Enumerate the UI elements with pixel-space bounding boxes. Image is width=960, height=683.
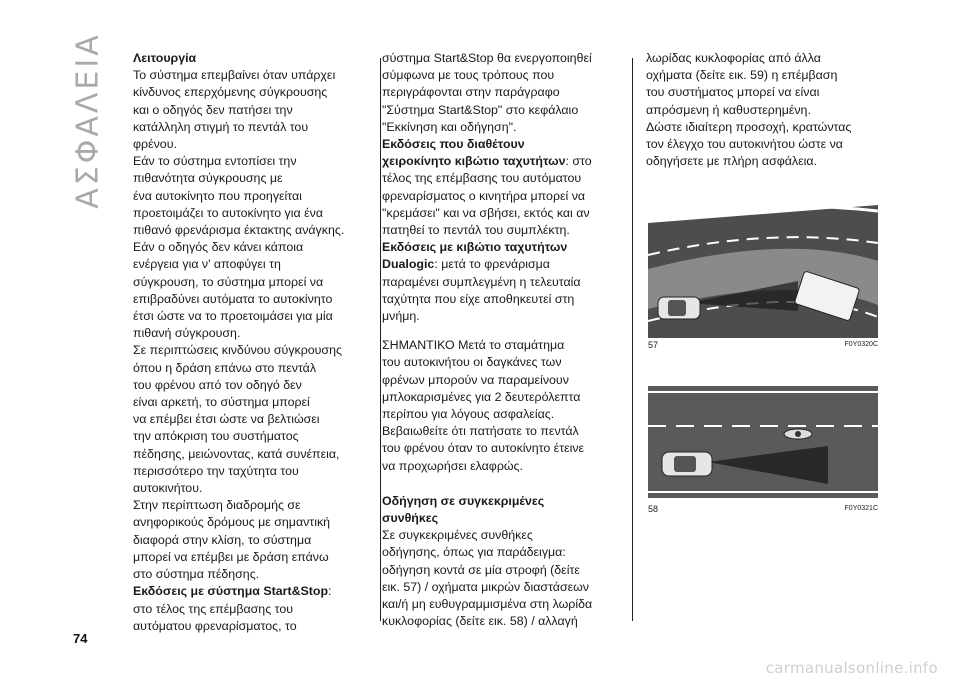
text-line: Εάν το σύστημα εντοπίσει την xyxy=(133,154,297,169)
curve-road-illustration xyxy=(648,203,878,338)
text-line: μπορεί να επέμβει με δράση επάνω xyxy=(133,549,329,564)
col1-body xyxy=(133,67,378,635)
text-line: αυτόματου φρεναρίσματος, το xyxy=(133,618,297,633)
text-line: περίπου για λόγους ασφαλείας. xyxy=(382,407,555,422)
text-line: τέλος της επέμβασης του αυτόματου xyxy=(382,171,582,186)
text-line: Σε περιπτώσεις κινδύνου σύγκρουσης xyxy=(133,343,342,358)
figure-58 xyxy=(648,382,878,518)
text-line: Στην περίπτωση διαδρομής σε xyxy=(133,498,301,513)
text-line: του συστήματος μπορεί να είναι xyxy=(646,85,820,100)
text-line: "Σύστημα Start&Stop" στο κεφάλαιο xyxy=(382,102,579,117)
start-stop-note xyxy=(133,583,378,600)
column-divider xyxy=(632,58,633,621)
bold-lead: Εκδόσεις με σύστημα Start&Stop xyxy=(133,584,329,599)
text-line: πέδησης, μειώνοντας, κατά συνέπεια, xyxy=(133,446,340,461)
text-line: Εάν ο οδηγός δεν κάνει κάποια xyxy=(133,240,304,255)
text-line: να προχωρήσει ελαφρώς. xyxy=(382,458,523,473)
text-line: παραμένει συμπλεγμένη η τελευταία xyxy=(382,274,581,289)
text-line: ταχύτητα που είχε αποθηκευτεί στη xyxy=(382,291,575,306)
text-line: ενέργεια για ν' αποφύγει τη xyxy=(133,257,281,272)
heading-specific-conditions-2: συνθήκες xyxy=(382,511,439,526)
text-line: ανηφορικούς δρόμους με σημαντική xyxy=(133,515,331,530)
text-line: φρένων μπορούν να παραμείνουν xyxy=(382,372,569,387)
bold-tail: : στο xyxy=(565,154,592,169)
text-line: "κρεμάσει" και να σβήσει, εκτός και αν xyxy=(382,205,590,220)
text-line: τον έλεγχο του αυτοκινήτου ώστε να xyxy=(646,137,843,152)
text-line: οχήματα (δείτε εικ. 59) η επέμβαση xyxy=(646,68,838,83)
text-line: λωρίδας κυκλοφορίας από άλλα xyxy=(646,51,821,65)
heading-dualogic: Εκδόσεις με κιβώτιο ταχυτήτων xyxy=(382,240,568,255)
text-line: εικ. 57) / οχήματα μικρών διαστάσεων xyxy=(382,579,590,594)
car-top-view-icon xyxy=(658,297,700,319)
column-1 xyxy=(133,50,378,635)
heading-operation: Λειτουργία xyxy=(133,51,197,65)
text-line: την απόκριση του συστήματος xyxy=(133,429,299,444)
bold-lead: χειροκίνητο κιβώτιο ταχυτήτων xyxy=(382,154,566,169)
text-line: κατάλληλη στιγμή το πεντάλ του xyxy=(133,119,309,134)
section-title: ΑΣΦΑΛΕΙΑ xyxy=(70,31,106,209)
text-line: Δώστε ιδιαίτερη προσοχή, κρατώντας xyxy=(646,119,852,134)
text-line: σύγκρουση, το σύστημα μπορεί να xyxy=(133,274,324,289)
text-line: όπου η δράση επάνω στο πεντάλ xyxy=(133,360,317,375)
text-line: πατηθεί το πεντάλ του συμπλέκτη. xyxy=(382,223,570,238)
lane-offset-illustration xyxy=(648,382,878,502)
text-line: του φρένου όταν το αυτοκίνητο έτεινε xyxy=(382,441,585,456)
text-line: ένα αυτοκίνητο που προηγείται xyxy=(133,188,302,203)
text-line: του φρένου από τον οδηγό δεν xyxy=(133,377,302,392)
watermark: carmanualsonline.info xyxy=(765,659,938,677)
text-line: διαφορά στην κλίση, το σύστημα xyxy=(133,532,312,547)
column-2 xyxy=(382,50,627,631)
figure-number: 57 xyxy=(648,340,659,350)
text-line: είναι αρκετή, το σύστημα μπορεί xyxy=(133,395,310,410)
bold-lead: Dualogic xyxy=(382,257,435,272)
text-line: οδήγησης, όπως για παράδειγμα: xyxy=(382,545,566,560)
dualogic-line xyxy=(382,256,627,273)
text-line: σύστημα Start&Stop θα ενεργοποιηθεί xyxy=(382,51,592,65)
text-line: ΣΗΜΑΝΤΙΚΟ Μετά το σταμάτημα xyxy=(382,338,565,353)
text-line: στο τέλος της επέμβασης του xyxy=(133,601,293,616)
heading-specific-conditions: Οδήγηση σε συγκεκριμένες xyxy=(382,493,545,508)
text-line: περισσότερο την ταχύτητα του xyxy=(133,463,299,478)
text-line: μπλοκαρισμένες για 2 δευτερόλεπτα xyxy=(382,389,581,404)
column-divider xyxy=(380,58,381,621)
text-line: πιθανό φρενάρισμα έκτακτης ανάγκης. xyxy=(133,223,345,238)
figure-code: F0Y0320C xyxy=(844,341,878,348)
text-line: φρεναρίσματος ο κινητήρα μπορεί να xyxy=(382,188,586,203)
car-top-view-icon xyxy=(662,452,712,476)
figure-57 xyxy=(648,203,878,354)
text-line: Βεβαιωθείτε ότι πατήσατε το πεντάλ xyxy=(382,424,579,439)
manual-gearbox-line xyxy=(382,153,627,170)
text-line: φρένου. xyxy=(133,137,177,152)
spacer xyxy=(382,325,627,337)
text-line: απρόσμενη ή καθυστερημένη. xyxy=(646,102,811,117)
text-line: σύμφωνα με τους τρόπους που xyxy=(382,68,555,83)
spacer xyxy=(382,475,627,493)
section-tab-label xyxy=(68,31,108,209)
text-line: πιθανή σύγκρουση. xyxy=(133,326,241,341)
text-line: κυκλοφορίας (δείτε εικ. 58) / αλλαγή xyxy=(382,614,578,629)
figure-caption xyxy=(648,504,878,518)
text-line: έτσι ώστε να το προετοιμάσει για μία xyxy=(133,309,333,324)
text-line: κίνδυνος επερχόμενης σύγκρουσης xyxy=(133,85,328,100)
motorcycle-icon xyxy=(784,429,812,439)
text-line: περιγράφονται στην παράγραφο xyxy=(382,85,560,100)
text-line: και/ή μη ευθυγραμμισμένα στη λωρίδα xyxy=(382,597,593,612)
text-line: οδηγήσετε με πλήρη ασφάλεια. xyxy=(646,154,818,169)
column-3 xyxy=(646,50,881,170)
text-line: επιβραδύνει αυτόματα το αυτοκίνητο xyxy=(133,291,333,306)
figure-number: 58 xyxy=(648,504,659,514)
figure-code: F0Y0321C xyxy=(844,505,878,512)
text-line: Το σύστημα επεμβαίνει όταν υπάρχει xyxy=(133,68,336,83)
text-line: πιθανότητα σύγκρουσης με xyxy=(133,171,283,186)
text-line: στο σύστημα πέδησης. xyxy=(133,567,260,582)
text-line: "Εκκίνηση και οδήγηση". xyxy=(382,119,517,134)
text-line: προετοιμάζει το αυτοκίνητο για ένα xyxy=(133,205,323,220)
text-line: και ο οδηγός δεν πατήσει την xyxy=(133,102,293,117)
text-line: οδήγηση κοντά σε μία στροφή (δείτε xyxy=(382,562,580,577)
bold-tail: : μετά το φρενάρισμα xyxy=(434,257,550,272)
text-line: του αυτοκινήτου οι δαγκάνες των xyxy=(382,355,562,370)
figure-caption xyxy=(648,340,878,354)
text-line: μνήμη. xyxy=(382,309,420,324)
text-line: Σε συγκεκριμένες συνθήκες xyxy=(382,528,533,543)
text-line: να επέμβει έτσι ώστε να βελτιώσει xyxy=(133,412,320,427)
heading-manual-gearbox: Εκδόσεις που διαθέτουν xyxy=(382,137,525,152)
text-line: αυτοκινήτου. xyxy=(133,481,203,496)
bold-tail: : xyxy=(328,584,332,599)
page-number: 74 xyxy=(73,631,88,646)
